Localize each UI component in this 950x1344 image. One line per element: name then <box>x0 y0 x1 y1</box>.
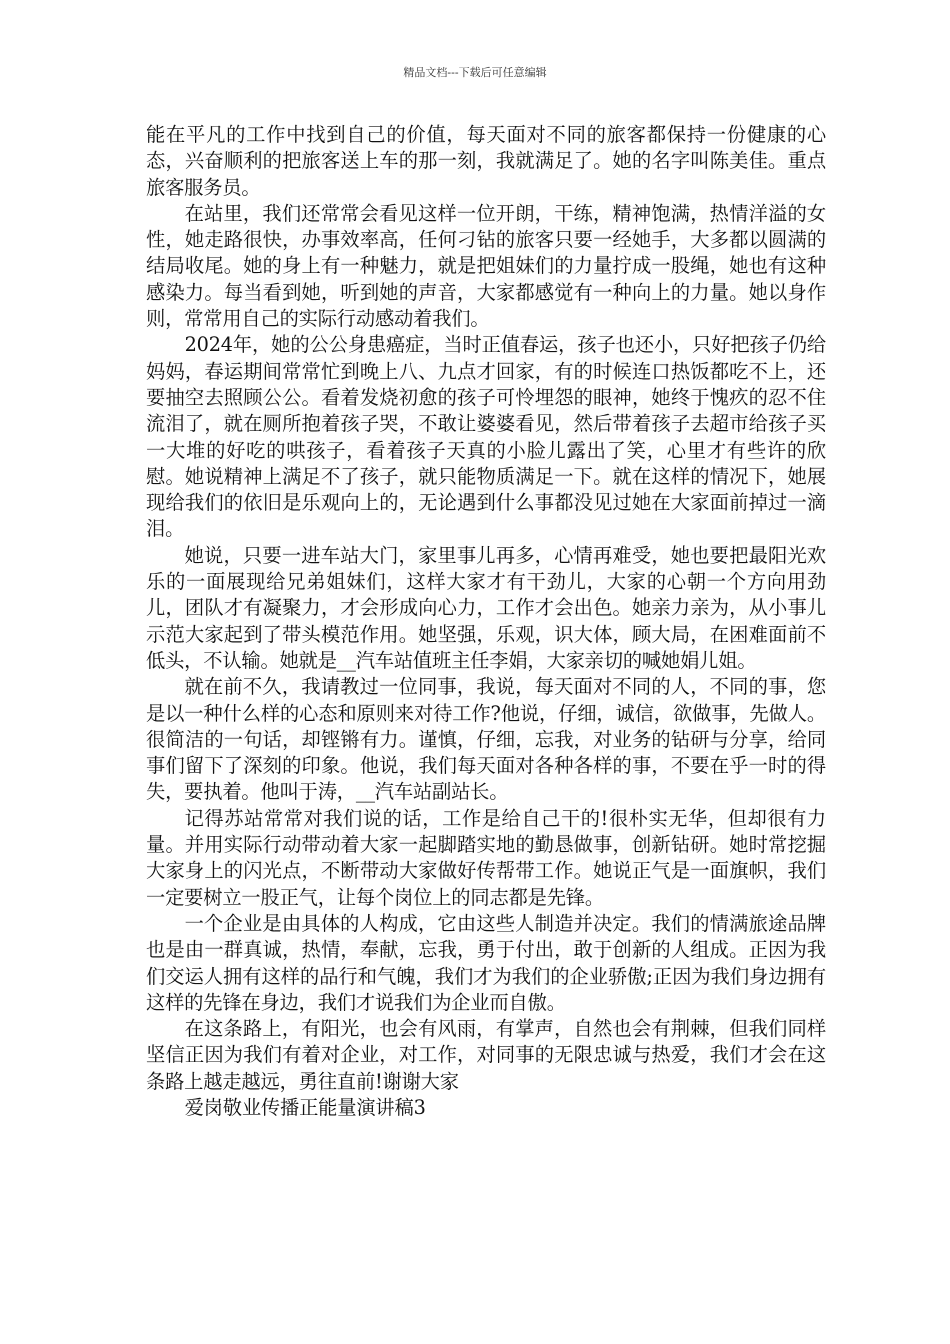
paragraph-3: 2024年，她的公公身患癌症，当时正值春运，孩子也还小，只好把孩子仍给妈妈，春运期间常常忙到晚上八、九点才回家，有的时候连口热饭都吃不上，还要抽空去照顾公公。看着发烧初愈的孩子可怜埋怨的眼神，她终于愧疚的忍不住流泪了，就在厕所抱着孩子哭，不敢让婆婆看见，然后带着孩子去超市给孩子买一大堆的好吃的哄孩子，看着孩子天真的小脸儿露出了笑，心里才有些许的欣慰。她说精神上满足不了孩子，就只能物质满足一下。就在这样的情况下，她展现给我们的依旧是乐观向上的，无论遇到什么事都没见过她在大家面前掉过一滴泪。 <box>146 333 826 541</box>
paragraph-7: 一个企业是由具体的人构成，它由这些人制造并决定。我们的情满旅途品牌也是由一群真诚，热情，奉献，忘我，勇于付出，敢于创新的人组成。正因为我们交运人拥有这样的品行和气魄，我们才为我们的企业骄傲;正因为我们身边拥有这样的先锋在身边，我们才说我们为企业而自傲。 <box>146 911 826 1014</box>
paragraph-8: 在这条路上，有阳光，也会有风雨，有掌声，自然也会有荆棘，但我们同样坚信正因为我们有着对企业，对工作，对同事的无限忠诚与热爱，我们才会在这条路上越走越远，勇往直前!谢谢大家 <box>146 1017 826 1093</box>
paragraph-6: 记得苏站常常对我们说的话，工作是给自己干的!很朴实无华，但却很有力量。并用实际行动带动着大家一起脚踏实地的勤恳做事，创新钻研。她时常挖掘大家身上的闪光点，不断带动大家做好传帮带工作。她说正气是一面旗帜，我们一定要树立一股正气，让每个岗位上的同志都是先锋。 <box>146 806 826 909</box>
paragraph-1: 能在平凡的工作中找到自己的价值，每天面对不同的旅客都保持一份健康的心态，兴奋顺利的把旅客送上车的那一刻，我就满足了。她的名字叫陈美佳。重点旅客服务员。 <box>146 123 826 199</box>
paragraph-5: 就在前不久，我请教过一位同事，我说，每天面对不同的人，不同的事，您是以一种什么样的心态和原则来对待工作?他说，仔细，诚信，欲做事，先做人。很简洁的一句话，却铿锵有力。谨慎，仔细，忘我，对业务的钻研与分享，给同事们留下了深刻的印象。他说，我们每天面对各种各样的事，不要在乎一时的得失，要执着。他叫于涛，__汽车站副站长。 <box>146 675 826 804</box>
paragraph-4: 她说，只要一进车站大门，家里事儿再多，心情再难受，她也要把最阳光欢乐的一面展现给兄弟姐妹们，这样大家才有干劲儿，大家的心朝一个方向用劲儿，团队才有凝聚力，才会形成向心力，工作才会出色。她亲力亲为，从小事儿示范大家起到了带头模范作用。她坚强，乐观，识大体，顾大局，在困难面前不低头，不认输。她就是__汽车站值班主任李娟，大家亲切的喊她娟儿姐。 <box>146 543 826 672</box>
next-speech-title: 爱岗敬业传播正能量演讲稿3 <box>184 1095 426 1119</box>
document-body <box>146 122 826 1121</box>
paragraph-2: 在站里，我们还常常会看见这样一位开朗，干练，精神饱满，热情洋溢的女性，她走路很快，办事效率高，任何刁钻的旅客只要一经她手，大多都以圆满的结局收尾。她的身上有一种魅力，就是把姐妹们的力量拧成一股绳，她也有这种感染力。每当看到她，听到她的声音，大家都感觉有一种向上的力量。她以身作则，常常用自己的实际行动感动着我们。 <box>146 201 826 331</box>
page-header: 精品文档---下载后可任意编辑 <box>403 66 547 79</box>
